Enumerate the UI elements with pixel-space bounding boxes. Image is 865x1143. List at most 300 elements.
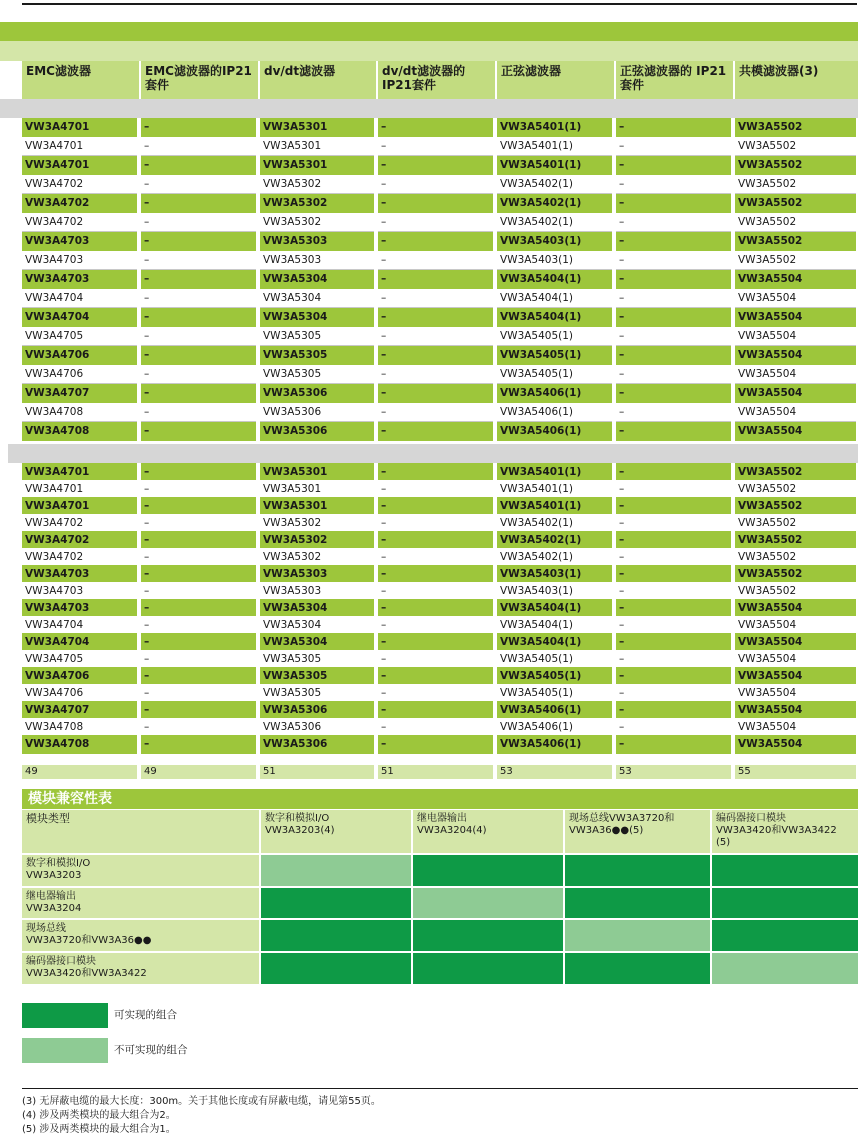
section-divider-2: [8, 444, 858, 463]
page-ref-cell: 51: [378, 765, 493, 779]
compat-cell-ok: [565, 888, 710, 918]
page-ref-cell: 49: [22, 765, 137, 779]
table-cell: VW3A5306: [260, 422, 374, 441]
table-cell: VW3A5404(1): [497, 599, 612, 618]
table-cell: –: [616, 514, 731, 533]
table-cell: –: [616, 633, 731, 652]
table-cell: VW3A5405(1): [497, 667, 612, 686]
table-cell: VW3A5502: [735, 548, 856, 567]
table-cell: –: [378, 480, 493, 499]
legend-label-not: 不可实现的组合: [114, 1044, 188, 1056]
table-cell: –: [616, 118, 731, 137]
compat-cell-ok: [565, 855, 710, 886]
table-cell: VW3A5401(1): [497, 463, 612, 482]
table-cell: VW3A4707: [22, 701, 137, 720]
table-cell: –: [616, 365, 731, 384]
table-cell: VW3A5304: [260, 289, 374, 308]
table-cell: VW3A4708: [22, 735, 137, 754]
table-cell: VW3A5401(1): [497, 497, 612, 516]
table-cell: VW3A5502: [735, 251, 856, 270]
table-cell: VW3A4706: [22, 684, 137, 703]
table-cell: VW3A5406(1): [497, 403, 612, 422]
table-cell: VW3A4703: [22, 232, 137, 251]
table-cell: VW3A5305: [260, 346, 374, 365]
table-cell: VW3A5401(1): [497, 156, 612, 175]
table-cell: VW3A5404(1): [497, 270, 612, 289]
compat-cell-ok: [413, 920, 563, 951]
table-cell: –: [616, 137, 731, 156]
footnote-4: (4) 涉及两类模块的最大组合为2。: [22, 1110, 176, 1121]
table-cell: –: [616, 194, 731, 213]
compat-cell-not: [261, 855, 411, 886]
table-cell: VW3A4704: [22, 289, 137, 308]
compat-cell-ok: [565, 953, 710, 984]
table-cell: –: [616, 156, 731, 175]
table-cell: VW3A5502: [735, 463, 856, 482]
table-cell: –: [141, 308, 256, 327]
table-cell: VW3A4705: [22, 650, 137, 669]
compat-row-header: 现场总线 VW3A3720和VW3A36●●: [22, 920, 259, 951]
table-cell: –: [141, 384, 256, 403]
table-cell: VW3A5504: [735, 422, 856, 441]
table-cell: VW3A4701: [22, 137, 137, 156]
table-cell: –: [616, 701, 731, 720]
table-cell: –: [141, 289, 256, 308]
table-cell: –: [616, 480, 731, 499]
table-cell: –: [378, 565, 493, 584]
table-cell: VW3A4708: [22, 422, 137, 441]
table-row: [22, 735, 858, 754]
table-cell: VW3A4704: [22, 616, 137, 635]
table-row: [22, 289, 858, 308]
table-row: [22, 137, 858, 156]
footnote-rule: [22, 1088, 858, 1089]
table-cell: VW3A5404(1): [497, 289, 612, 308]
table-row: [22, 118, 858, 137]
table-cell: –: [616, 497, 731, 516]
compat-cell-not: [413, 888, 563, 918]
table-cell: VW3A4704: [22, 308, 137, 327]
table-cell: –: [141, 565, 256, 584]
table-cell: –: [141, 156, 256, 175]
table-cell: –: [141, 650, 256, 669]
table-cell: –: [141, 531, 256, 550]
table-cell: VW3A5406(1): [497, 718, 612, 737]
table-cell: VW3A5302: [260, 175, 374, 194]
table-cell: VW3A5504: [735, 327, 856, 346]
table-cell: –: [141, 422, 256, 441]
legend-label-ok: 可实现的组合: [114, 1009, 177, 1021]
table-cell: VW3A5301: [260, 497, 374, 516]
table-cell: VW3A5502: [735, 118, 856, 137]
table-cell: VW3A5301: [260, 118, 374, 137]
table-cell: VW3A5305: [260, 365, 374, 384]
table-row: [22, 346, 858, 365]
table-cell: –: [616, 289, 731, 308]
table-cell: VW3A5502: [735, 232, 856, 251]
table-cell: –: [141, 346, 256, 365]
table-cell: –: [141, 403, 256, 422]
table-cell: –: [141, 251, 256, 270]
table-cell: –: [378, 718, 493, 737]
table-cell: VW3A5502: [735, 194, 856, 213]
table-cell: –: [378, 232, 493, 251]
compat-col-header: 继电器输出 VW3A3204(4): [413, 810, 563, 853]
table-cell: –: [378, 403, 493, 422]
compat-table-title: 模块兼容性表: [22, 789, 858, 809]
compat-cell-ok: [261, 888, 411, 918]
table-cell: VW3A5502: [735, 565, 856, 584]
table-cell: –: [141, 480, 256, 499]
table-cell: –: [378, 156, 493, 175]
table-cell: –: [378, 650, 493, 669]
table-cell: VW3A5305: [260, 650, 374, 669]
table-cell: VW3A5306: [260, 718, 374, 737]
table-cell: VW3A4701: [22, 497, 137, 516]
table-cell: VW3A5504: [735, 599, 856, 618]
table-cell: VW3A5402(1): [497, 175, 612, 194]
compat-col-header: 数字和模拟I/O VW3A3203(4): [261, 810, 411, 853]
table-cell: VW3A4703: [22, 270, 137, 289]
table-cell: –: [378, 137, 493, 156]
table-cell: VW3A5301: [260, 137, 374, 156]
table-cell: –: [616, 582, 731, 601]
table-cell: –: [378, 633, 493, 652]
column-header: 正弦滤波器: [497, 61, 614, 99]
column-header: 共模滤波器(3): [735, 61, 858, 99]
table-row: [22, 403, 858, 422]
table-cell: VW3A5301: [260, 480, 374, 499]
table-row: [22, 365, 858, 384]
table-cell: –: [378, 667, 493, 686]
table-cell: VW3A4702: [22, 175, 137, 194]
table-cell: VW3A5306: [260, 701, 374, 720]
header-band-dark: [0, 22, 858, 41]
table-cell: –: [141, 175, 256, 194]
compat-cell-not: [565, 920, 710, 951]
compat-cell-ok: [261, 920, 411, 951]
table-cell: –: [141, 194, 256, 213]
table-cell: VW3A4704: [22, 633, 137, 652]
table-cell: –: [378, 422, 493, 441]
compat-cell-not: [712, 953, 858, 984]
table-cell: VW3A5502: [735, 480, 856, 499]
table-cell: VW3A5306: [260, 403, 374, 422]
table-cell: –: [141, 616, 256, 635]
table-cell: VW3A5405(1): [497, 365, 612, 384]
table-cell: VW3A4703: [22, 251, 137, 270]
table-cell: VW3A5406(1): [497, 422, 612, 441]
table-cell: –: [616, 403, 731, 422]
table-cell: VW3A5305: [260, 684, 374, 703]
table-cell: VW3A5302: [260, 548, 374, 567]
table-cell: VW3A5502: [735, 137, 856, 156]
table-cell: –: [378, 365, 493, 384]
table-cell: –: [616, 684, 731, 703]
table-cell: –: [141, 270, 256, 289]
compat-cell-ok: [413, 855, 563, 886]
table-cell: VW3A5502: [735, 514, 856, 533]
table-cell: VW3A5502: [735, 582, 856, 601]
table-cell: VW3A5305: [260, 667, 374, 686]
table-cell: –: [141, 327, 256, 346]
page-ref-cell: 49: [141, 765, 256, 779]
table-cell: –: [616, 232, 731, 251]
table-cell: –: [141, 582, 256, 601]
table-cell: VW3A5403(1): [497, 232, 612, 251]
table-cell: VW3A5502: [735, 497, 856, 516]
table-cell: –: [378, 616, 493, 635]
table-cell: VW3A5303: [260, 232, 374, 251]
table-cell: VW3A5404(1): [497, 308, 612, 327]
table-cell: VW3A5406(1): [497, 384, 612, 403]
table-cell: VW3A5502: [735, 175, 856, 194]
table-cell: –: [141, 701, 256, 720]
table-cell: –: [378, 463, 493, 482]
table-cell: VW3A5405(1): [497, 684, 612, 703]
table-cell: –: [378, 346, 493, 365]
table-cell: VW3A5306: [260, 384, 374, 403]
table-cell: VW3A5404(1): [497, 633, 612, 652]
legend-swatch-not: [22, 1038, 108, 1063]
table-cell: VW3A5302: [260, 531, 374, 550]
table-cell: –: [616, 667, 731, 686]
table-cell: VW3A5502: [735, 156, 856, 175]
table-cell: VW3A5403(1): [497, 251, 612, 270]
table-cell: VW3A5304: [260, 616, 374, 635]
table-cell: –: [141, 118, 256, 137]
table-cell: VW3A5303: [260, 251, 374, 270]
table-cell: VW3A5504: [735, 270, 856, 289]
column-header: dv/dt滤波器: [260, 61, 376, 99]
table-cell: VW3A5401(1): [497, 137, 612, 156]
table-cell: VW3A5402(1): [497, 194, 612, 213]
table-row: [22, 175, 858, 194]
table-cell: VW3A5401(1): [497, 118, 612, 137]
table-cell: VW3A4707: [22, 384, 137, 403]
table-cell: VW3A5304: [260, 633, 374, 652]
page-ref-row: [22, 765, 858, 779]
table-cell: VW3A5504: [735, 403, 856, 422]
table-cell: –: [378, 384, 493, 403]
table-cell: VW3A4706: [22, 346, 137, 365]
compat-row-header: 继电器输出 VW3A3204: [22, 888, 259, 918]
table-cell: VW3A5504: [735, 735, 856, 754]
table-cell: VW3A4701: [22, 463, 137, 482]
table-cell: –: [141, 735, 256, 754]
table-cell: –: [378, 514, 493, 533]
table-cell: VW3A5401(1): [497, 480, 612, 499]
table-row: [22, 156, 858, 175]
table-cell: –: [141, 232, 256, 251]
header-band-light: [0, 41, 858, 61]
table-cell: VW3A5301: [260, 463, 374, 482]
table-cell: VW3A5402(1): [497, 213, 612, 232]
table-cell: –: [141, 213, 256, 232]
compat-cell-ok: [712, 888, 858, 918]
table-cell: –: [616, 308, 731, 327]
table-cell: VW3A4702: [22, 213, 137, 232]
table-cell: VW3A5402(1): [497, 514, 612, 533]
page-ref-cell: 53: [497, 765, 612, 779]
table-cell: –: [378, 735, 493, 754]
table-cell: –: [616, 531, 731, 550]
table-cell: VW3A5303: [260, 565, 374, 584]
table-cell: –: [378, 599, 493, 618]
table-cell: –: [378, 684, 493, 703]
table-cell: VW3A4701: [22, 118, 137, 137]
table-cell: VW3A5405(1): [497, 327, 612, 346]
table-cell: VW3A5406(1): [497, 701, 612, 720]
table-cell: VW3A5303: [260, 582, 374, 601]
table-cell: VW3A4706: [22, 365, 137, 384]
table-cell: VW3A5502: [735, 531, 856, 550]
table-cell: VW3A4701: [22, 480, 137, 499]
table-cell: VW3A5302: [260, 514, 374, 533]
table-cell: VW3A5504: [735, 650, 856, 669]
table-cell: –: [378, 270, 493, 289]
table-cell: –: [141, 365, 256, 384]
table-cell: VW3A5304: [260, 270, 374, 289]
table-cell: –: [378, 701, 493, 720]
compat-col-header: 编码器接口模块 VW3A3420和VW3A3422 (5): [712, 810, 858, 853]
compat-row-header: 编码器接口模块 VW3A3420和VW3A3422: [22, 953, 259, 984]
table-cell: –: [616, 735, 731, 754]
compat-cell-ok: [261, 953, 411, 984]
table-cell: –: [616, 718, 731, 737]
table-cell: –: [616, 251, 731, 270]
table-cell: –: [141, 633, 256, 652]
table-cell: –: [616, 422, 731, 441]
table-cell: –: [616, 175, 731, 194]
table-cell: VW3A5306: [260, 735, 374, 754]
table-cell: VW3A4708: [22, 403, 137, 422]
page-ref-cell: 55: [735, 765, 856, 779]
table-cell: VW3A4701: [22, 156, 137, 175]
table-cell: VW3A5403(1): [497, 582, 612, 601]
table-cell: –: [141, 463, 256, 482]
footnote-3: (3) 无屏蔽电缆的最大长度：300m。关于其他长度或有屏蔽电缆，请见第55页。: [22, 1096, 381, 1107]
table-cell: VW3A4702: [22, 514, 137, 533]
table-cell: VW3A5405(1): [497, 346, 612, 365]
table-cell: VW3A4703: [22, 565, 137, 584]
table-cell: –: [378, 251, 493, 270]
table-cell: VW3A4702: [22, 548, 137, 567]
column-header: 正弦滤波器的 IP21套件: [616, 61, 733, 99]
table-cell: –: [616, 599, 731, 618]
table-cell: –: [616, 565, 731, 584]
column-header: dv/dt滤波器的 IP21套件: [378, 61, 495, 99]
table-cell: VW3A5504: [735, 701, 856, 720]
table-cell: VW3A5504: [735, 616, 856, 635]
table-cell: VW3A5405(1): [497, 650, 612, 669]
table-cell: VW3A5504: [735, 684, 856, 703]
table-cell: VW3A5402(1): [497, 531, 612, 550]
table-cell: VW3A4706: [22, 667, 137, 686]
table-cell: –: [616, 346, 731, 365]
table-cell: –: [616, 463, 731, 482]
page-ref-cell: 53: [616, 765, 731, 779]
table-cell: VW3A5404(1): [497, 616, 612, 635]
table-cell: VW3A5304: [260, 308, 374, 327]
table-cell: VW3A4702: [22, 531, 137, 550]
table-cell: –: [141, 137, 256, 156]
table-row: [22, 213, 858, 232]
compat-cell-ok: [712, 920, 858, 951]
table-cell: –: [616, 548, 731, 567]
table-cell: –: [378, 497, 493, 516]
table-cell: –: [141, 599, 256, 618]
table-cell: –: [378, 531, 493, 550]
table-cell: –: [378, 327, 493, 346]
table-row: [22, 327, 858, 346]
table-row: [22, 251, 858, 270]
table-cell: VW3A5504: [735, 633, 856, 652]
table-cell: –: [141, 548, 256, 567]
table-cell: –: [141, 718, 256, 737]
table-cell: VW3A5302: [260, 194, 374, 213]
table-cell: VW3A5403(1): [497, 565, 612, 584]
table-row: [22, 308, 858, 327]
table-cell: VW3A4703: [22, 582, 137, 601]
table-cell: VW3A5504: [735, 308, 856, 327]
table-cell: VW3A5504: [735, 384, 856, 403]
compat-corner-label: 模块类型: [22, 810, 259, 853]
section-divider-1: [0, 99, 858, 118]
legend-swatch-ok: [22, 1003, 108, 1028]
table-cell: VW3A5504: [735, 718, 856, 737]
column-header: EMC滤波器: [22, 61, 139, 99]
table-cell: –: [378, 289, 493, 308]
compat-cell-ok: [413, 953, 563, 984]
table-cell: VW3A4703: [22, 599, 137, 618]
table-cell: VW3A5304: [260, 599, 374, 618]
table-cell: VW3A5406(1): [497, 735, 612, 754]
table-cell: –: [378, 175, 493, 194]
table-cell: VW3A5305: [260, 327, 374, 346]
footnote-5: (5) 涉及两类模块的最大组合为1。: [22, 1124, 176, 1135]
table-cell: –: [141, 684, 256, 703]
column-header: EMC滤波器的IP21 套件: [141, 61, 258, 99]
table-cell: –: [378, 213, 493, 232]
table-cell: VW3A5504: [735, 346, 856, 365]
table-cell: –: [616, 213, 731, 232]
table-cell: –: [378, 548, 493, 567]
table-row: [22, 422, 858, 441]
table-cell: –: [141, 667, 256, 686]
table-cell: –: [141, 514, 256, 533]
top-rule: [22, 3, 857, 5]
table-cell: –: [616, 270, 731, 289]
table-cell: VW3A5504: [735, 289, 856, 308]
table-cell: VW3A5502: [735, 213, 856, 232]
table-cell: VW3A4702: [22, 194, 137, 213]
table-cell: –: [141, 497, 256, 516]
table-row: [22, 232, 858, 251]
table-cell: VW3A4705: [22, 327, 137, 346]
page-ref-cell: 51: [260, 765, 374, 779]
table-cell: VW3A5301: [260, 156, 374, 175]
table-cell: VW3A5402(1): [497, 548, 612, 567]
table-cell: –: [616, 616, 731, 635]
table-row: [22, 194, 858, 213]
table-cell: –: [616, 650, 731, 669]
table-cell: –: [378, 194, 493, 213]
table-cell: VW3A5302: [260, 213, 374, 232]
table-cell: VW3A4708: [22, 718, 137, 737]
compat-row-header: 数字和模拟I/O VW3A3203: [22, 855, 259, 886]
compat-col-header: 现场总线VW3A3720和 VW3A36●●(5): [565, 810, 710, 853]
